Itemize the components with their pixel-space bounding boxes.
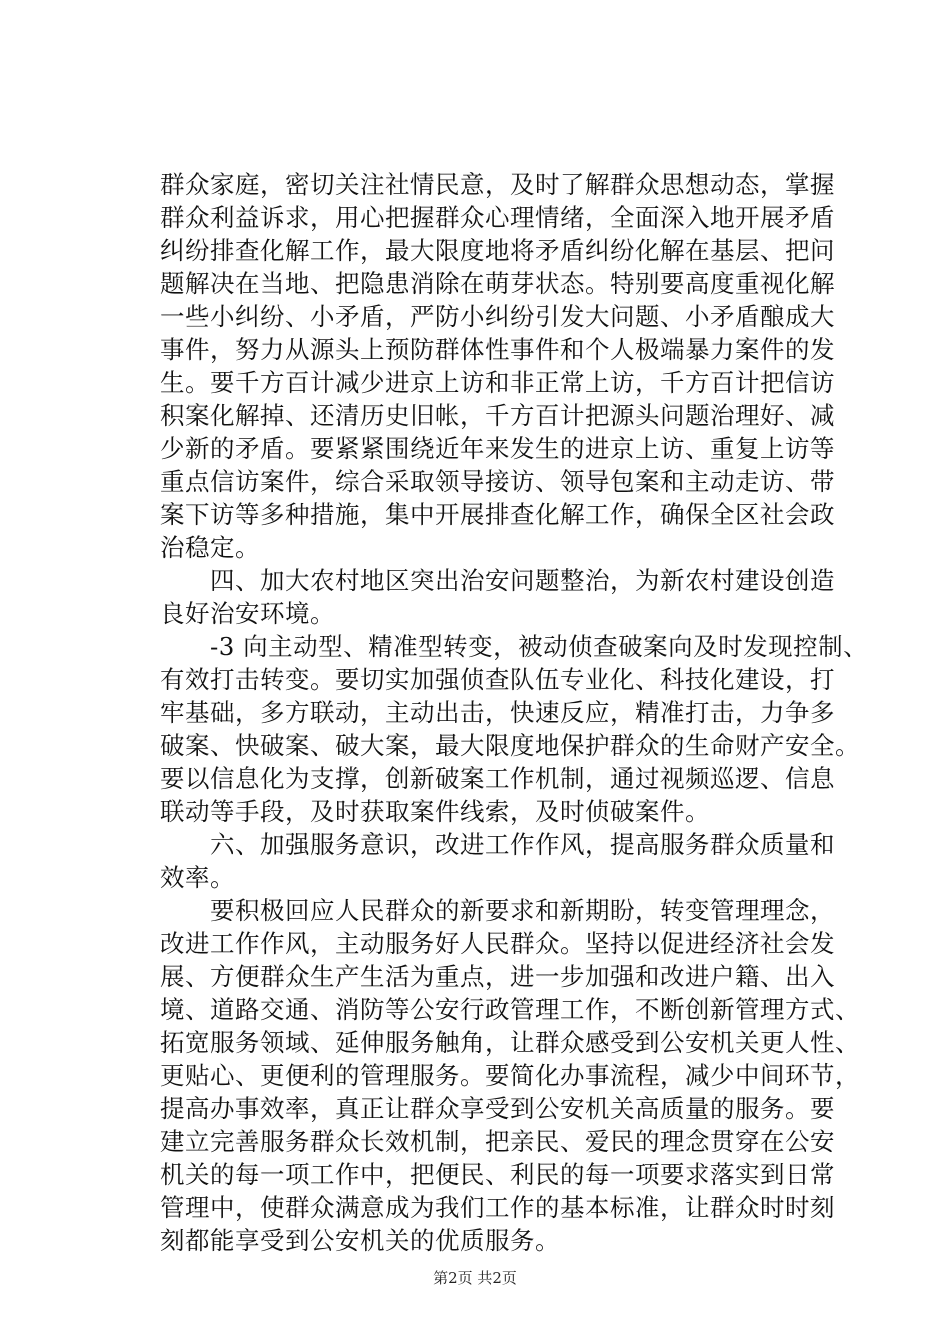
body-line: 少新的矛盾。要紧紧围绕近年来发生的进京上访、重复上访等 [160,434,835,463]
body-line: 题解决在当地、把隐患消除在萌芽状态。特别要高度重视化解 [160,269,835,298]
body-line: 境、道路交通、消防等公安行政管理工作，不断创新管理方式、 [160,995,860,1024]
body-line: 一些小纠纷、小矛盾，严防小纠纷引发大问题、小矛盾酿成大 [160,302,835,331]
section-heading-four: 四、加大农村地区突出治安问题整治，为新农村建设创造 [160,566,835,595]
body-line: -3 向主动型、精准型转变，被动侦查破案向及时发现控制、 [160,632,869,661]
body-line: 管理中，使群众满意成为我们工作的基本标准，让群众时时刻 [160,1193,835,1222]
body-line: 要以信息化为支撑，创新破案工作机制，通过视频巡逻、信息 [160,764,835,793]
body-line: 案下访等多种措施，集中开展排查化解工作，确保全区社会政 [160,500,835,529]
body-line: 更贴心、更便利的管理服务。要简化办事流程，减少中间环节， [160,1061,860,1090]
body-line: 事件，努力从源头上预防群体性事件和个人极端暴力案件的发 [160,335,835,364]
body-line: 拓宽服务领域、延伸服务触角，让群众感受到公安机关更人性、 [160,1028,860,1057]
section-heading-six-cont: 效率。 [160,863,235,892]
section-heading-four-cont: 良好治安环境。 [160,599,335,628]
body-line: 牢基础，多方联动，主动出击，快速反应，精准打击，力争多 [160,698,835,727]
document-body [160,168,869,1257]
section-heading-six: 六、加强服务意识，改进工作作风，提高服务群众质量和 [160,830,835,859]
page-number-footer: 第2页 共2页 [433,1269,517,1287]
body-line: 建立完善服务群众长效机制，把亲民、爱民的理念贯穿在公安 [160,1127,835,1156]
body-line: 群众利益诉求，用心把握群众心理情绪，全面深入地开展矛盾 [160,203,835,232]
body-line: 刻都能享受到公安机关的优质服务。 [160,1226,560,1255]
body-line: 破案、快破案、破大案，最大限度地保护群众的生命财产安全。 [160,731,860,760]
body-line: 有效打击转变。要切实加强侦查队伍专业化、科技化建设，打 [160,665,835,694]
body-line: 生。要千方百计减少进京上访和非正常上访，千方百计把信访 [160,368,835,397]
body-line: 改进工作作风，主动服务好人民群众。坚持以促进经济社会发 [160,929,835,958]
body-line: 机关的每一项工作中，把便民、利民的每一项要求落实到日常 [160,1160,835,1189]
body-line: 提高办事效率，真正让群众享受到公安机关高质量的服务。要 [160,1094,835,1123]
body-line: 要积极回应人民群众的新要求和新期盼，转变管理理念， [160,896,835,925]
body-line: 纠纷排查化解工作，最大限度地将矛盾纠纷化解在基层、把问 [160,236,835,265]
body-line: 重点信访案件，综合采取领导接访、领导包案和主动走访、带 [160,467,835,496]
body-line: 联动等手段，及时获取案件线索，及时侦破案件。 [160,797,710,826]
body-line: 展、方便群众生产生活为重点，进一步加强和改进户籍、出入 [160,962,835,991]
body-line: 群众家庭，密切关注社情民意，及时了解群众思想动态，掌握 [160,170,835,199]
body-line: 积案化解掉、还清历史旧帐，千方百计把源头问题治理好、减 [160,401,835,430]
body-line: 治稳定。 [160,533,260,562]
